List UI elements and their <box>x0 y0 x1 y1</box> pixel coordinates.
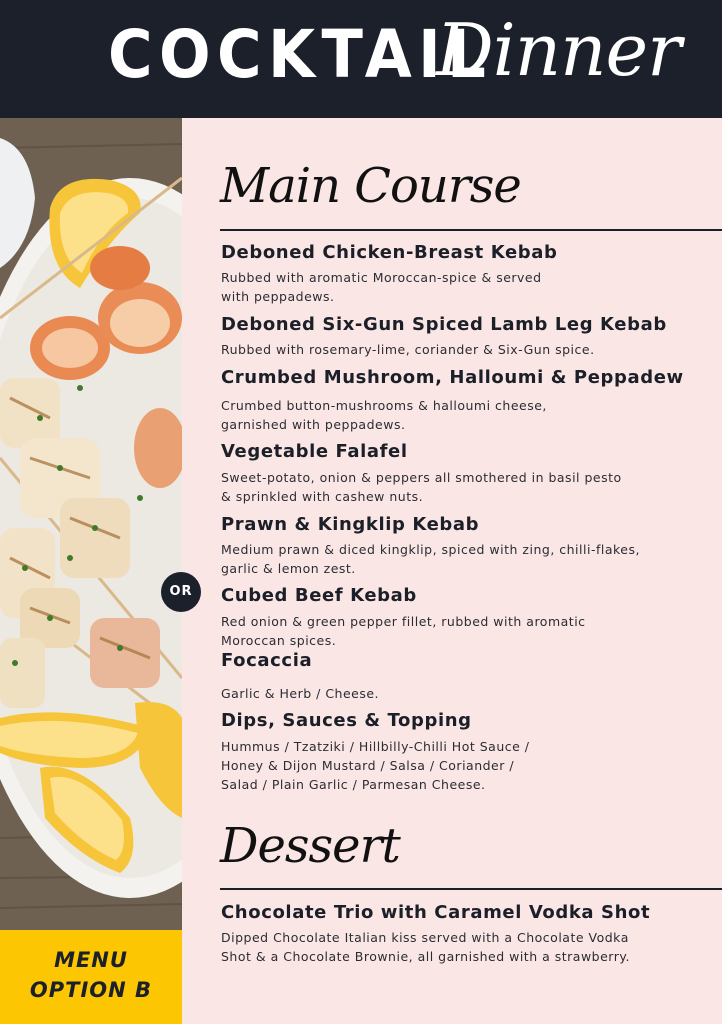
menu-item-name: Prawn & Kingklip Kebab <box>221 514 480 535</box>
menu-item-desc: Crumbed button-mushrooms & halloumi cheese, garnished with peppadews. <box>221 398 547 432</box>
menu-item-desc: Medium prawn & diced kingklip, spiced with zing, chilli-flakes, garlic & lemon zest. <box>221 542 640 576</box>
header-banner <box>0 0 722 118</box>
menu-item-name: Chocolate Trio with Caramel Vodka Shot <box>221 902 651 923</box>
menu-item-name: Crumbed Mushroom, Halloumi & Peppadew <box>221 367 684 388</box>
menu-badge-line2: OPTION B <box>29 978 153 1002</box>
menu-item-desc: Sweet-potato, onion & peppers all smothered in basil pesto & sprinkled with cashew nuts. <box>221 470 622 504</box>
menu-item-name: Focaccia <box>221 650 313 671</box>
dessert-title: Dessert <box>220 818 400 874</box>
or-divider-badge: OR <box>161 572 201 612</box>
dessert-divider <box>220 888 722 890</box>
food-photo <box>0 118 182 930</box>
menu-item-desc: Rubbed with rosemary-lime, coriander & Six-Gun spice. <box>221 342 595 357</box>
menu-item-name: Cubed Beef Kebab <box>221 585 417 606</box>
menu-option-badge <box>0 930 182 1024</box>
main-course-divider <box>220 229 722 231</box>
skewer-platter-image <box>0 118 182 930</box>
menu-badge-line1: MENU <box>54 948 128 972</box>
menu-item-name: Deboned Six-Gun Spiced Lamb Leg Kebab <box>221 314 667 335</box>
menu-item-desc: Dipped Chocolate Italian kiss served with a Chocolate Vodka Shot & a Chocolate Brownie, all garnished with a strawberry. <box>221 930 630 964</box>
menu-item-desc: Red onion & green pepper fillet, rubbed with aromatic Moroccan spices. <box>221 614 586 648</box>
header-title-script: Dinner <box>436 8 681 92</box>
main-course-title: Main Course <box>220 158 521 214</box>
menu-item-desc: Garlic & Herb / Cheese. <box>221 686 380 701</box>
menu-item-desc: Rubbed with aromatic Moroccan-spice & served with peppadews. <box>221 270 542 304</box>
menu-item-desc: Hummus / Tzatziki / Hillbilly-Chilli Hot Sauce / Honey & Dijon Mustard / Salsa / Coriander / Salad / Plain Garlic / Parmesan Cheese. <box>221 739 530 792</box>
menu-item-name: Vegetable Falafel <box>221 441 408 462</box>
menu-item-name: Deboned Chicken-Breast Kebab <box>221 242 558 263</box>
header-title-bold: COCKTAIL <box>108 16 493 93</box>
menu-item-name: Dips, Sauces & Topping <box>221 710 472 731</box>
